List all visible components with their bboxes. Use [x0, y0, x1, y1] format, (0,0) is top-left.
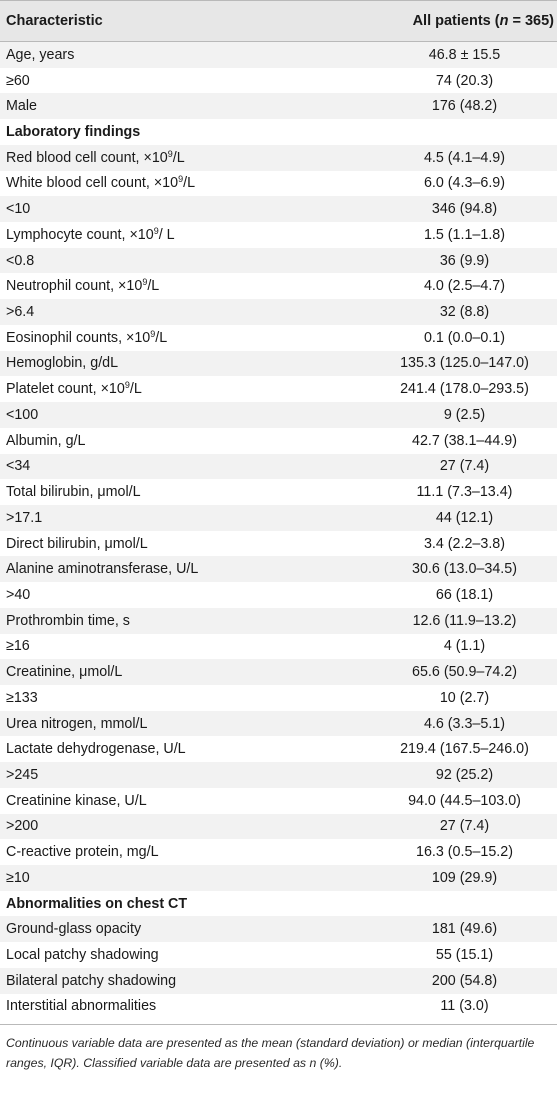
table-row: [0, 608, 557, 634]
table-row: [0, 839, 557, 865]
row-value: 241.4 (178.0–293.5): [400, 381, 529, 398]
row-value: 0.1 (0.0–0.1): [423, 329, 506, 346]
table-row: [0, 634, 557, 660]
row-label: Albumin, g/L: [6, 432, 86, 449]
row-label-text: Platelet count, ×10: [6, 381, 125, 398]
row-label: Male: [6, 98, 37, 115]
row-label: [0, 330, 346, 346]
row-value: 16.3 (0.5–15.2): [416, 844, 513, 861]
table-row: [0, 968, 557, 994]
row-label: Creatinine kinase, U/L: [6, 792, 147, 809]
table-row: [0, 222, 557, 248]
table-row: [0, 171, 557, 197]
row-label-unit: / L: [158, 226, 175, 243]
row-label: ≥16: [6, 638, 30, 655]
row-label-text: Eosinophil counts, ×10: [6, 329, 151, 346]
row-value: 9 (2.5): [443, 406, 486, 423]
table-row: [0, 556, 557, 582]
row-value: 30.6 (13.0–34.5): [412, 561, 517, 578]
row-value: 200 (54.8): [431, 972, 498, 989]
table-row: [0, 659, 557, 685]
row-label-exponent: 9: [150, 328, 156, 339]
table-row: [0, 736, 557, 762]
table-section-row: [0, 891, 557, 917]
row-value: 74 (20.3): [435, 72, 494, 89]
row-label: <100: [6, 406, 39, 423]
row-value: 4.0 (2.5–4.7): [423, 278, 506, 295]
row-value: 135.3 (125.0–147.0): [400, 355, 529, 372]
table-row: [0, 93, 557, 119]
table-row: [0, 582, 557, 608]
row-value: 27 (7.4): [439, 818, 490, 835]
row-label: Local patchy shadowing: [6, 947, 159, 964]
row-value: 219.4 (167.5–246.0): [400, 741, 529, 758]
row-label: [0, 175, 346, 191]
table-row: [0, 916, 557, 942]
header-all-patients-suffix: = 365): [508, 13, 554, 29]
row-value: 4.6 (3.3–5.1): [423, 715, 506, 732]
row-label: <34: [6, 458, 31, 475]
row-value: 27 (7.4): [439, 458, 490, 475]
row-label: <10: [6, 201, 31, 218]
table-row: [0, 994, 557, 1020]
row-label-unit: /L: [155, 329, 168, 346]
row-label: ≥133: [6, 689, 38, 706]
row-label: [0, 227, 346, 243]
table-row: [0, 505, 557, 531]
table-header-row: [0, 0, 557, 42]
row-label: Prothrombin time, s: [6, 612, 130, 629]
row-label-text: White blood cell count, ×10: [6, 175, 179, 192]
table-row: [0, 325, 557, 351]
row-label: [0, 278, 346, 294]
row-label-text: Red blood cell count, ×10: [6, 149, 168, 166]
row-label: [0, 150, 346, 166]
table-row: [0, 196, 557, 222]
row-value: 32 (8.8): [439, 304, 490, 321]
row-value: 1.5 (1.1–1.8): [423, 226, 506, 243]
row-label-exponent: 9: [142, 277, 148, 288]
row-value: 65.6 (50.9–74.2): [412, 664, 517, 681]
row-label: Interstitial abnormalities: [6, 998, 157, 1015]
section-heading: Abnormalities on chest CT: [6, 895, 188, 912]
row-label: Ground-glass opacity: [6, 921, 142, 938]
row-label: [0, 381, 346, 397]
row-value: 176 (48.2): [431, 98, 498, 115]
table-row: [0, 479, 557, 505]
row-value: 4.5 (4.1–4.9): [423, 149, 506, 166]
row-label-unit: /L: [183, 175, 196, 192]
table-row: [0, 762, 557, 788]
table-row: [0, 428, 557, 454]
header-all-patients: [413, 13, 557, 29]
row-label: Lactate dehydrogenase, U/L: [6, 741, 186, 758]
table-row: [0, 248, 557, 274]
table-row: [0, 42, 557, 68]
row-value: 94.0 (44.5–103.0): [408, 792, 521, 809]
row-value: 181 (49.6): [431, 921, 498, 938]
row-value: 6.0 (4.3–6.9): [423, 175, 506, 192]
table-row: [0, 942, 557, 968]
table-row: [0, 788, 557, 814]
row-value: 11 (3.0): [440, 998, 489, 1015]
table-row: [0, 685, 557, 711]
row-label: >6.4: [6, 304, 35, 321]
table-row: [0, 865, 557, 891]
row-label: Alanine aminotransferase, U/L: [6, 561, 199, 578]
table-row: [0, 454, 557, 480]
row-label-unit: /L: [129, 381, 142, 398]
row-value: 4 (1.1): [443, 638, 486, 655]
row-value: 12.6 (11.9–13.2): [412, 612, 517, 629]
row-value: 36 (9.9): [439, 252, 490, 269]
row-label: >200: [6, 818, 39, 835]
row-label-unit: /L: [172, 149, 185, 166]
row-label-exponent: 9: [178, 174, 184, 185]
row-label: >17.1: [6, 509, 43, 526]
row-label: ≥10: [6, 869, 30, 886]
row-value: 55 (15.1): [435, 947, 494, 964]
row-value: 92 (25.2): [435, 766, 494, 783]
table-row: [0, 531, 557, 557]
row-label-exponent: 9: [167, 148, 173, 159]
table-row: [0, 351, 557, 377]
row-value: 3.4 (2.2–3.8): [423, 535, 506, 552]
row-label-text: Lymphocyte count, ×10: [6, 226, 154, 243]
row-value: 46.8 ± 15.5: [428, 46, 501, 63]
row-value: 109 (29.9): [431, 869, 498, 886]
table-row: [0, 814, 557, 840]
table-row: [0, 68, 557, 94]
row-label: Total bilirubin, μmol/L: [6, 484, 141, 501]
row-label: Direct bilirubin, μmol/L: [6, 535, 148, 552]
table-row: [0, 145, 557, 171]
table-row: [0, 711, 557, 737]
row-label: ≥60: [6, 72, 30, 89]
row-label-unit: /L: [147, 278, 160, 295]
row-value: 44 (12.1): [435, 509, 494, 526]
table-row: [0, 402, 557, 428]
table-section-row: [0, 119, 557, 145]
header-all-patients-prefix: All patients (: [412, 13, 500, 29]
row-label-exponent: 9: [153, 225, 159, 236]
table-row: [0, 376, 557, 402]
row-value: 11.1 (7.3–13.4): [416, 484, 513, 501]
row-label: Bilateral patchy shadowing: [6, 972, 177, 989]
row-value: 42.7 (38.1–44.9): [412, 432, 517, 449]
row-label: Urea nitrogen, mmol/L: [6, 715, 148, 732]
row-label: <0.8: [6, 252, 35, 269]
table-footnote: Continuous variable data are presented as the mean (standard deviation) or median (interquartile ranges, IQR). Classified variable data are presented as n (%).: [6, 1036, 535, 1071]
row-label: Age, years: [6, 46, 75, 63]
row-label-exponent: 9: [124, 380, 130, 391]
row-label-text: Neutrophil count, ×10: [6, 278, 143, 295]
table-row: [0, 273, 557, 299]
row-label: Creatinine, μmol/L: [6, 664, 123, 681]
section-heading: Laboratory findings: [6, 124, 141, 141]
table-body: [0, 42, 557, 1019]
header-n-symbol: n: [499, 13, 509, 29]
row-label: Hemoglobin, g/dL: [6, 355, 119, 372]
row-label: >40: [6, 586, 31, 603]
header-characteristic: Characteristic: [6, 13, 103, 29]
row-label: >245: [6, 766, 39, 783]
row-label: C-reactive protein, mg/L: [6, 844, 159, 861]
table-row: [0, 299, 557, 325]
row-value: 10 (2.7): [439, 689, 490, 706]
row-value: 66 (18.1): [435, 586, 494, 603]
row-value: 346 (94.8): [431, 201, 498, 218]
